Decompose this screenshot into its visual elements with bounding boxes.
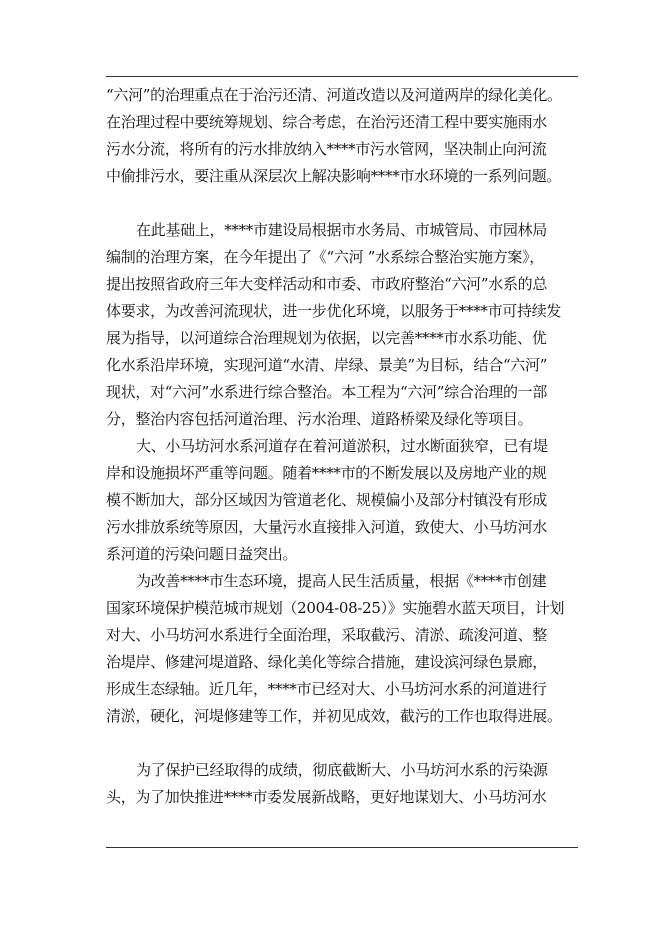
text-line: 对大、小马坊河水系进行全面治理，采取截污、清淤、疏浚河道、整 (106, 626, 548, 644)
text-line: 污水排放系统等原因，大量污水直接排入河道，致使大、小马坊河水 (106, 518, 548, 536)
header-rule (106, 76, 578, 77)
paragraph-gap (106, 730, 584, 757)
text-line: 展为指导，以河道综合治理规划为依据，以完善****市水系功能、优 (106, 329, 547, 347)
paragraph-2 (106, 217, 584, 433)
text-line: 分，整治内容包括河道治理、污水治理、道路桥梁及绿化等项目。 (106, 410, 533, 428)
text-line: 在此基础上，****市建设局根据市水务局、市城管局、市园林局 (136, 221, 548, 239)
text-line: 现状，对“六河”水系进行综合整治。本工程为“六河”综合治理的一部 (106, 383, 548, 401)
text-line: 治堤岸、修建河堤道路、绿化美化等综合措施，建设滨河绿色景廊， (106, 653, 548, 671)
text-line: 在治理过程中要统筹规划、综合考虑，在治污还清工程中要实施雨水 (106, 113, 548, 131)
paragraph-gap (106, 190, 584, 217)
text-line: 体要求，为改善河流现状，进一步优化环境，以服务于****市可持续发 (106, 302, 562, 320)
text-line: 污水分流，将所有的污水排放纳入****市污水管网，坚决制止向河流 (106, 140, 547, 158)
text-line: 为改善****市生态环境，提高人民生活质量，根据《****市创建 (136, 572, 547, 590)
footer-rule (106, 847, 578, 848)
text-line: “六河”的治理重点在于治污还清、河道改造以及河道两岸的绿化美化。 (106, 86, 562, 104)
text-line: 编制的治理方案，在今年提出了《“六河 ”水系综合整治实施方案》， (106, 248, 545, 266)
text-line: 中偷排污水，要注重从深层次上解决影响****市水环境的一系列问题。 (106, 167, 562, 185)
text-line: 模不断加大，部分区域因为管道老化、规模偏小及部分村镇没有形成 (106, 491, 548, 509)
text-line: 头，为了加快推进****市委发展新战略，更好地谋划大、小马坊河水 (106, 788, 547, 806)
text-line: 化水系沿岸环境，实现河道“水清、岸绿、景美”为目标，结合“六河” (106, 356, 548, 374)
document-body (106, 82, 584, 811)
text-line: 为了保护已经取得的成绩，彻底截断大、小马坊河水系的污染源 (136, 761, 548, 779)
paragraph-1 (106, 82, 584, 190)
text-line: 国家环境保护模范城市规划（2004-08-25）》实施碧水蓝天项目，计划 (106, 599, 565, 617)
text-line: 大、小马坊河水系河道存在着河道淤积，过水断面狭窄，已有堤 (136, 437, 548, 455)
paragraph-5 (106, 757, 584, 811)
text-line: 形成生态绿轴。近几年，****市已经对大、小马坊河水系的河道进行 (106, 680, 547, 698)
paragraph-3 (106, 433, 584, 568)
text-line: 提出按照省政府三年大变样活动和市委、市政府整治“六河”水系的总 (106, 275, 548, 293)
text-line: 清淤，硬化，河堤修建等工作，并初见成效，截污的工作也取得进展。 (106, 707, 562, 725)
text-line: 岸和设施损坏严重等问题。随着****市的不断发展以及房地产业的规 (106, 464, 547, 482)
text-line: 系河道的污染问题日益突出。 (106, 545, 298, 563)
paragraph-4 (106, 568, 584, 730)
